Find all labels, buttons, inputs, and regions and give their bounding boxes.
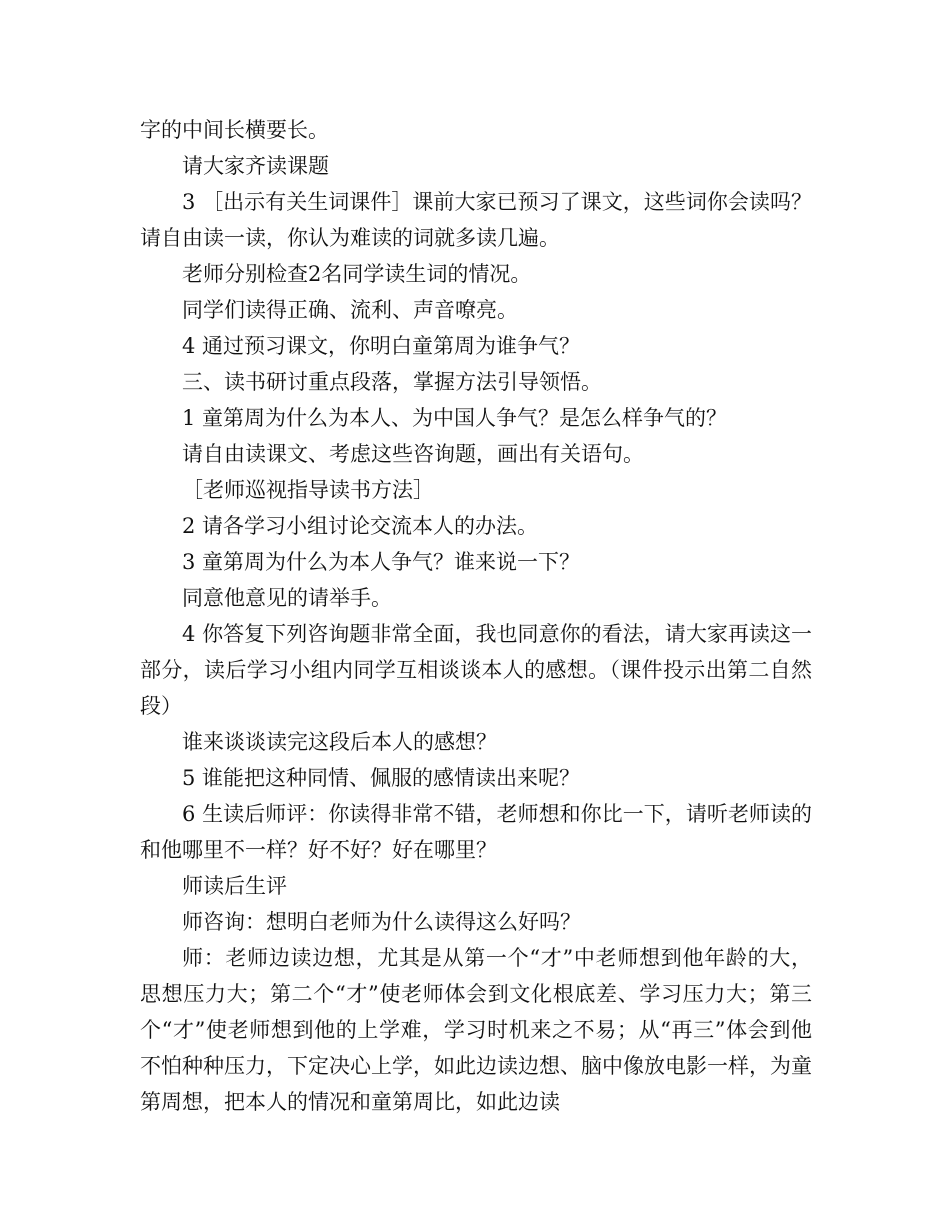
paragraph: 老师分别检查2名同学读生词的情况。 bbox=[182, 262, 532, 286]
paragraph: 师读后生评 bbox=[182, 874, 287, 898]
paragraph: 同意他意见的请举手。 bbox=[182, 586, 392, 610]
paragraph: 同学们读得正确、流利、声音嘹亮。 bbox=[182, 298, 518, 322]
paragraph: 师：老师边读边想，尤其是从第一个“才”中老师想到他年龄的大，思想压力大；第二个“才”使老师体会到文化根底差、学习压力大；第三个“才”使老师想到他的上学难，学习时机来之不易；从“再三”体会到他不怕种种压力，下定决心上学，如此边读边想、脑中像放电影一样，为童第周想，把本人的情况和童第周比，如此边读 bbox=[140, 946, 812, 1114]
paragraph: 谁来谈谈读完这段后本人的感想？ bbox=[182, 730, 497, 754]
paragraph: 请大家齐读课题 bbox=[182, 154, 329, 178]
paragraph: 1 童第周为什么为本人、为中国人争气？是怎么样争气的？ bbox=[182, 406, 728, 430]
paragraph: 师咨询：想明白老师为什么读得这么好吗？ bbox=[182, 910, 581, 934]
document-body bbox=[140, 112, 812, 1120]
paragraph: 4 通过预习课文，你明白童第周为谁争气？ bbox=[182, 334, 581, 358]
paragraph-continuation: 字的中间长横要长。 bbox=[140, 118, 329, 142]
paragraph: 3 童第周为什么为本人争气？谁来说一下？ bbox=[182, 550, 581, 574]
paragraph: 2 请各学习小组讨论交流本人的办法。 bbox=[182, 514, 539, 538]
paragraph: 请自由读课文、考虑这些咨询题，画出有关语句。 bbox=[182, 442, 644, 466]
paragraph: ［老师巡视指导读书方法］ bbox=[182, 478, 434, 502]
paragraph: 4 你答复下列咨询题非常全面，我也同意你的看法，请大家再读这一部分，读后学习小组内同学互相谈谈本人的感想。（课件投示出第二自然段） bbox=[140, 622, 812, 718]
paragraph: 3 ［出示有关生词课件］课前大家已预习了课文，这些词你会读吗？请自由读一读，你认为难读的词就多读几遍。 bbox=[140, 190, 812, 250]
section-heading: 三、读书研讨重点段落，掌握方法引导领悟。 bbox=[182, 370, 602, 394]
paragraph: 6 生读后师评：你读得非常不错，老师想和你比一下，请听老师读的和他哪里不一样？好不好？好在哪里？ bbox=[140, 802, 812, 862]
paragraph: 5 谁能把这种同情、佩服的感情读出来呢？ bbox=[182, 766, 581, 790]
